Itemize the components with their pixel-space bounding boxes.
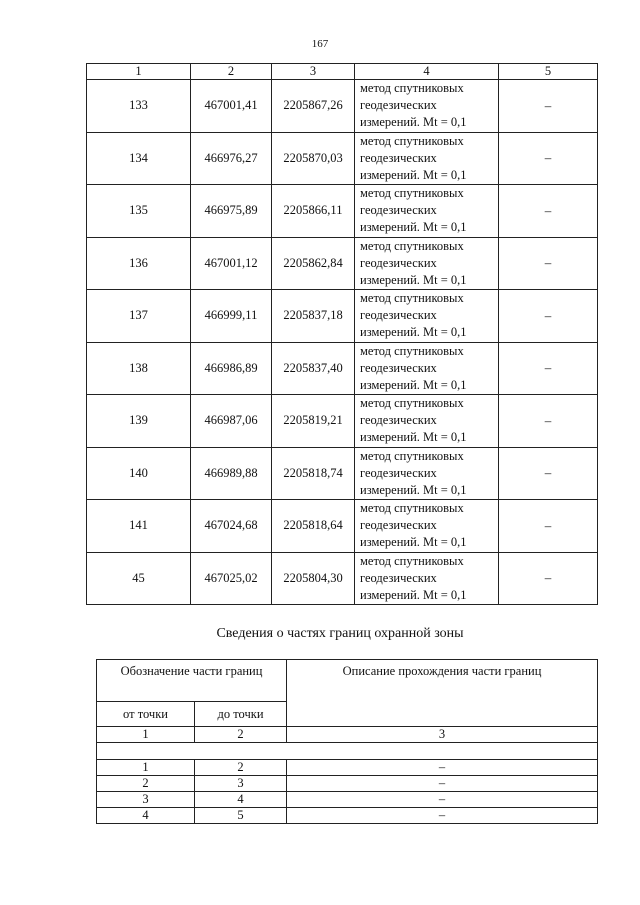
method-line: метод спутниковых	[360, 396, 464, 411]
method-line: метод спутниковых	[360, 501, 464, 516]
table-row	[97, 776, 598, 792]
note-dash: –	[499, 552, 598, 605]
table-row	[87, 185, 598, 238]
from-point-header: от точки	[97, 702, 195, 727]
method-line: геодезических	[360, 255, 437, 270]
y-coordinate: 2205804,30	[272, 552, 355, 605]
x-coordinate: 466989,88	[191, 447, 272, 500]
from-point: 1	[97, 760, 195, 776]
y-coordinate: 2205837,18	[272, 290, 355, 343]
y-coordinate: 2205867,26	[272, 80, 355, 133]
part-description: –	[287, 760, 598, 776]
method-description	[355, 185, 499, 238]
table-row	[87, 552, 598, 605]
method-description	[355, 552, 499, 605]
from-point: 2	[97, 776, 195, 792]
method-line: измерений. Mt = 0,1	[360, 272, 467, 287]
col-header-4: 4	[355, 64, 499, 80]
table-row	[87, 447, 598, 500]
y-coordinate: 2205819,21	[272, 395, 355, 448]
method-line: метод спутниковых	[360, 291, 464, 306]
method-description	[355, 80, 499, 133]
y-coordinate: 2205866,11	[272, 185, 355, 238]
y-coordinate: 2205818,74	[272, 447, 355, 500]
x-coordinate: 467024,68	[191, 500, 272, 553]
note-dash: –	[499, 447, 598, 500]
x-coordinate: 466986,89	[191, 342, 272, 395]
table-row	[97, 760, 598, 776]
note-dash: –	[499, 80, 598, 133]
method-description	[355, 290, 499, 343]
part-description: –	[287, 792, 598, 808]
note-dash: –	[499, 342, 598, 395]
part-description: –	[287, 776, 598, 792]
parts-spacer-row	[97, 743, 598, 760]
method-line: метод спутниковых	[360, 81, 464, 96]
table-row	[87, 342, 598, 395]
from-point: 4	[97, 808, 195, 824]
method-line: геодезических	[360, 413, 437, 428]
point-number: 45	[87, 552, 191, 605]
col-number-1: 1	[97, 727, 195, 743]
method-line: геодезических	[360, 308, 437, 323]
note-dash: –	[499, 132, 598, 185]
col-header-5: 5	[499, 64, 598, 80]
table-row	[97, 792, 598, 808]
col-header-1: 1	[87, 64, 191, 80]
from-point: 3	[97, 792, 195, 808]
designation-header: Обозначение части границ	[97, 660, 287, 702]
method-description	[355, 447, 499, 500]
col-header-2: 2	[191, 64, 272, 80]
method-line: метод спутниковых	[360, 133, 464, 148]
table-row	[87, 132, 598, 185]
table-row	[87, 395, 598, 448]
to-point: 2	[195, 760, 287, 776]
to-point-header: до точки	[195, 702, 287, 727]
table-row	[87, 290, 598, 343]
method-line: измерений. Mt = 0,1	[360, 220, 467, 235]
method-line: геодезических	[360, 203, 437, 218]
method-line: геодезических	[360, 570, 437, 585]
x-coordinate: 467001,41	[191, 80, 272, 133]
col-number-2: 2	[195, 727, 287, 743]
section-title: Сведения о частях границ охранной зоны	[216, 626, 464, 641]
point-number: 137	[87, 290, 191, 343]
coordinates-header-row	[87, 64, 598, 80]
x-coordinate: 466999,11	[191, 290, 272, 343]
method-line: геодезических	[360, 98, 437, 113]
point-number: 140	[87, 447, 191, 500]
method-description	[355, 395, 499, 448]
col-number-3: 3	[287, 727, 598, 743]
description-header: Описание прохождения части границ	[287, 660, 598, 727]
x-coordinate: 466975,89	[191, 185, 272, 238]
x-coordinate: 466987,06	[191, 395, 272, 448]
boundary-parts-table	[96, 659, 598, 824]
method-line: метод спутниковых	[360, 238, 464, 253]
to-point: 3	[195, 776, 287, 792]
method-line: измерений. Mt = 0,1	[360, 167, 467, 182]
x-coordinate: 466976,27	[191, 132, 272, 185]
part-description: –	[287, 808, 598, 824]
parts-header-row	[97, 660, 598, 702]
table-row	[87, 237, 598, 290]
table-row	[87, 80, 598, 133]
method-line: геодезических	[360, 360, 437, 375]
method-line: метод спутниковых	[360, 448, 464, 463]
y-coordinate: 2205837,40	[272, 342, 355, 395]
y-coordinate: 2205818,64	[272, 500, 355, 553]
method-line: измерений. Mt = 0,1	[360, 325, 467, 340]
coordinates-table	[86, 63, 598, 605]
table-row	[97, 808, 598, 824]
point-number: 133	[87, 80, 191, 133]
method-line: измерений. Mt = 0,1	[360, 115, 467, 130]
note-dash: –	[499, 290, 598, 343]
col-header-3: 3	[272, 64, 355, 80]
to-point: 5	[195, 808, 287, 824]
method-line: метод спутниковых	[360, 186, 464, 201]
to-point: 4	[195, 792, 287, 808]
method-description	[355, 132, 499, 185]
x-coordinate: 467001,12	[191, 237, 272, 290]
note-dash: –	[499, 395, 598, 448]
method-line: метод спутниковых	[360, 553, 464, 568]
point-number: 135	[87, 185, 191, 238]
point-number: 134	[87, 132, 191, 185]
point-number: 136	[87, 237, 191, 290]
point-number: 141	[87, 500, 191, 553]
method-line: измерений. Mt = 0,1	[360, 430, 467, 445]
method-description	[355, 500, 499, 553]
method-line: измерений. Mt = 0,1	[360, 587, 467, 602]
method-line: метод спутниковых	[360, 343, 464, 358]
method-line: геодезических	[360, 465, 437, 480]
method-line: геодезических	[360, 150, 437, 165]
page-number: 167	[311, 38, 329, 50]
method-line: измерений. Mt = 0,1	[360, 377, 467, 392]
note-dash: –	[499, 500, 598, 553]
method-line: геодезических	[360, 518, 437, 533]
method-line: измерений. Mt = 0,1	[360, 482, 467, 497]
table-row	[87, 500, 598, 553]
note-dash: –	[499, 237, 598, 290]
note-dash: –	[499, 185, 598, 238]
parts-column-numbers-row	[97, 727, 598, 743]
x-coordinate: 467025,02	[191, 552, 272, 605]
spacer-cell	[97, 743, 598, 760]
method-description	[355, 342, 499, 395]
method-description	[355, 237, 499, 290]
method-line: измерений. Mt = 0,1	[360, 535, 467, 550]
y-coordinate: 2205862,84	[272, 237, 355, 290]
y-coordinate: 2205870,03	[272, 132, 355, 185]
point-number: 138	[87, 342, 191, 395]
point-number: 139	[87, 395, 191, 448]
